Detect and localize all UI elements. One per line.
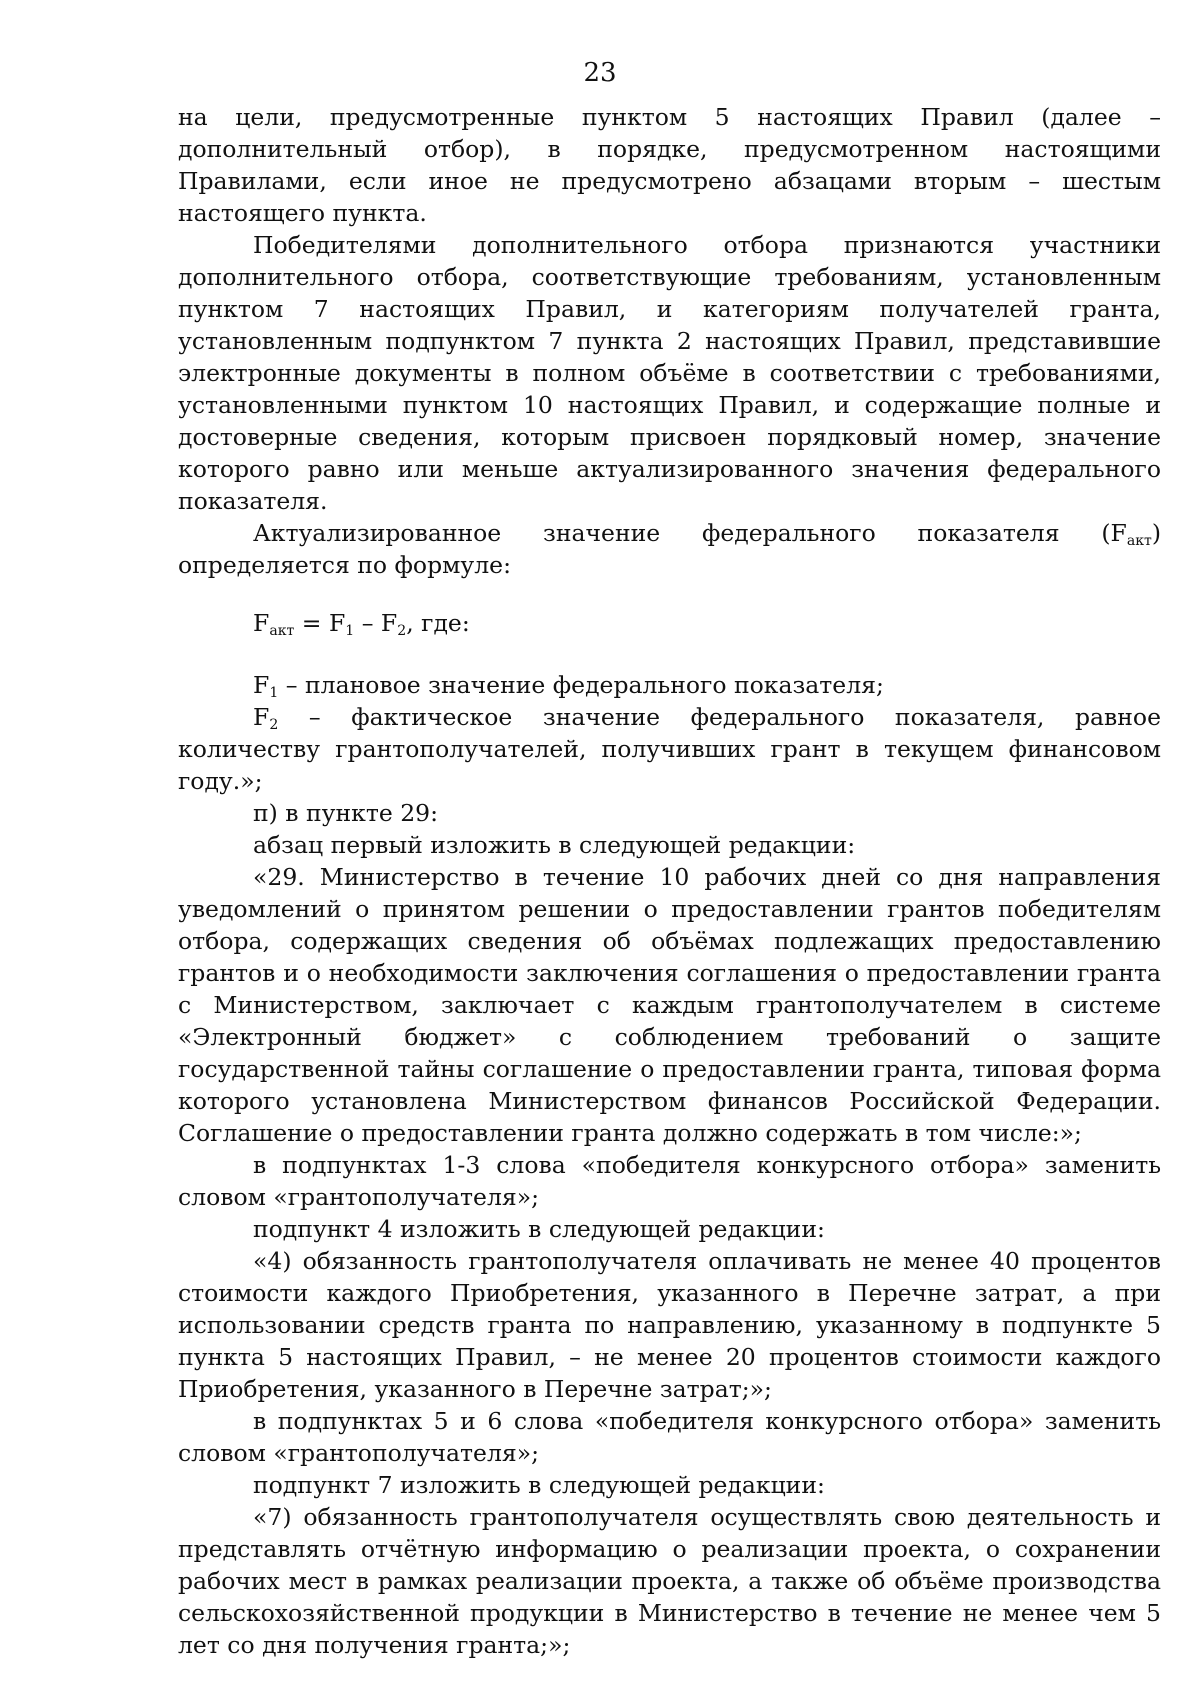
formula-lhs: F bbox=[253, 609, 270, 637]
formula-tail: , где: bbox=[406, 609, 470, 637]
definition-f1-subscript: 1 bbox=[269, 685, 279, 702]
paragraph-subitem-7-intro: подпункт 7 изложить в следующей редакции: bbox=[253, 1471, 825, 1499]
paragraph-subitem-7: «7) обязанность грантополучателя осуществлять свою деятельность и представлять отчётную информацию о реализации проекта, о сохранении рабочих мест в рамках реализации проекта, а также об объёме производства сельскохозяйственной продукции в Министерство в течение не менее чем 5 лет со дня получения гранта;»; bbox=[178, 1503, 1161, 1659]
definition-f2-var: F bbox=[253, 703, 270, 731]
formula-equals: = F bbox=[294, 609, 346, 637]
formula-term2-subscript: 2 bbox=[397, 623, 407, 640]
formula-term1-subscript: 1 bbox=[345, 623, 355, 640]
paragraph-subitem-4-intro: подпункт 4 изложить в следующей редакции: bbox=[253, 1215, 825, 1243]
document-body bbox=[178, 101, 1161, 1661]
formula bbox=[178, 607, 1161, 639]
definition-f2 bbox=[178, 701, 1161, 797]
formula-intro-text-end: ) определяется по формуле: bbox=[178, 519, 1161, 579]
definition-f2-subscript: 2 bbox=[269, 717, 279, 734]
paragraph-clause-29: «29. Министерство в течение 10 рабочих дней со дня направления уведомлений о принятом решении о предоставлении грантов победителям отбора, содержащих сведения об объёмах подлежащих предоставлению грантов и о необходимости заключения соглашения о предоставлении гранта с Министерством, заключает с каждым грантополучателем в системе «Электронный бюджет» с соблюдением требований о защите государственной тайны соглашение о предоставлении гранта, типовая форма которого установлена Министерством финансов Российской Федерации. Соглашение о предоставлении гранта должно содержать в том числе:»; bbox=[178, 863, 1161, 1147]
paragraph-first-abzac: абзац первый изложить в следующей редакции: bbox=[253, 831, 856, 859]
formula-minus: – F bbox=[354, 609, 398, 637]
paragraph-subitem-4: «4) обязанность грантополучателя оплачивать не менее 40 процентов стоимости каждого Приобретения, указанного в Перечне затрат, а при использовании средств гранта по направлению, указанному в подпункте 5 пункта 5 настоящих Правил, – не менее 20 процентов стоимости каждого Приобретения, указанного в Перечне затрат;»; bbox=[178, 1247, 1161, 1403]
paragraph-continuation: на цели, предусмотренные пунктом 5 настоящих Правил (далее – дополнительный отбор), в порядке, предусмотренном настоящими Правилами, если иное не предусмотрено абзацами вторым – шестым настоящего пункта. bbox=[178, 103, 1161, 227]
formula-lhs-subscript: акт bbox=[269, 623, 295, 640]
paragraph-item-p: п) в пункте 29: bbox=[253, 799, 439, 827]
definition-f1 bbox=[178, 669, 1161, 701]
definition-f1-text: – плановое значение федерального показателя; bbox=[278, 671, 884, 699]
definition-f2-text: – фактическое значение федерального показателя, равное количеству грантополучателей, получивших грант в текущем финансовом году.»; bbox=[178, 703, 1161, 795]
definition-f1-var: F bbox=[253, 671, 270, 699]
formula-intro-text: Актуализированное значение федерального показателя (F bbox=[253, 519, 1127, 547]
paragraph-subitems-1-3: в подпунктах 1-3 слова «победителя конкурсного отбора» заменить словом «грантополучателя»; bbox=[178, 1151, 1161, 1211]
paragraph-subitems-5-6: в подпунктах 5 и 6 слова «победителя конкурсного отбора» заменить словом «грантополучателя»; bbox=[178, 1407, 1161, 1467]
paragraph-formula-intro bbox=[178, 517, 1161, 581]
paragraph-winners: Победителями дополнительного отбора признаются участники дополнительного отбора, соответствующие требованиям, установленным пунктом 7 настоящих Правил, и категориям получателей гранта, установленным подпунктом 7 пункта 2 настоящих Правил, представившие электронные документы в полном объёме в соответствии с требованиями, установленными пунктом 10 настоящих Правил, и содержащие полные и достоверные сведения, которым присвоен порядковый номер, значение которого равно или меньше актуализированного значения федерального показателя. bbox=[178, 231, 1161, 515]
formula-intro-subscript: акт bbox=[1126, 533, 1152, 550]
page-number: 23 bbox=[583, 58, 617, 88]
